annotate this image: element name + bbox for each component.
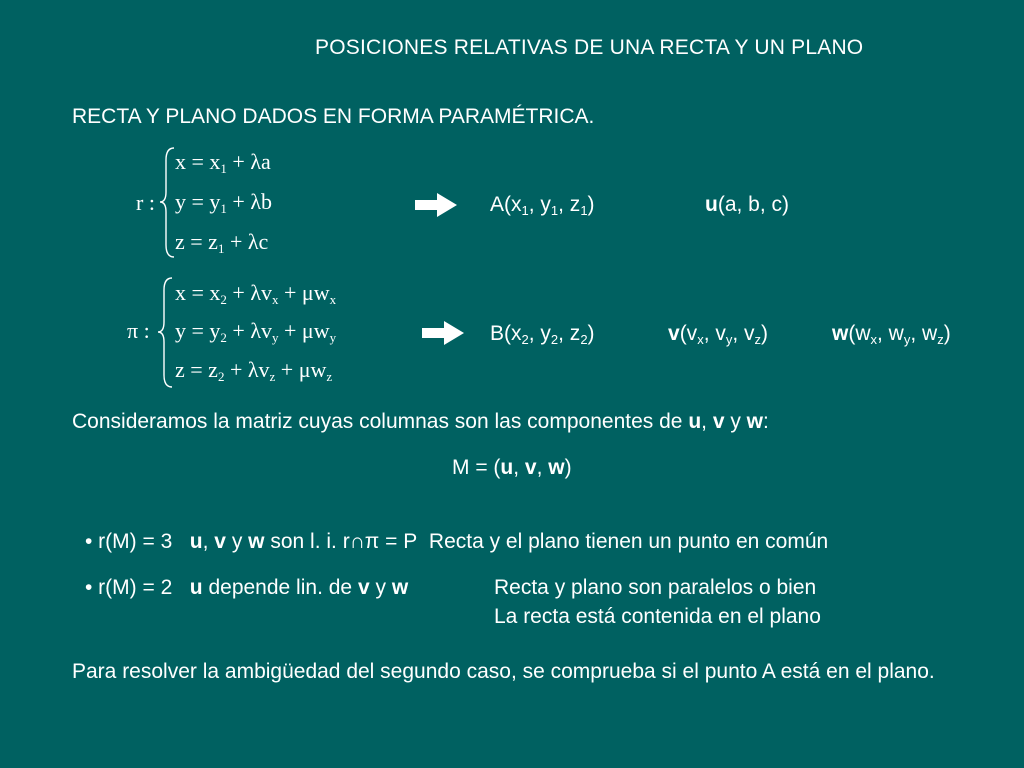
vector-u: u(a, b, c)	[705, 193, 790, 216]
case-rank-2-result: Recta y plano son paralelos o bien	[494, 576, 817, 599]
line-eq-y: $y = y_1 + \lambda b$	[175, 189, 272, 216]
slide-subtitle: RECTA Y PLANO DADOS EN FORMA PARAMÉTRICA.	[72, 105, 595, 128]
matrix-statement: Consideramos la matriz cuyas columnas son las componentes de u, v y w:	[72, 410, 769, 433]
matrix-formula: M = (u, v, w)	[452, 456, 572, 479]
case-rank-3: • r(M) = 3 u, v y w son l. i. r∩π = P Recta y el plano tienen un punto en común	[85, 530, 829, 553]
line-eq-x: $x = x_1 + \lambda a$	[175, 149, 271, 176]
line-eq-z: $z = z_1 + \lambda c$	[175, 229, 269, 256]
plane-eq-z: $z = z_2 + \lambda v_z + \mu w_z$	[175, 357, 333, 384]
plane-eq-x: $x = x_2 + \lambda v_x + \mu w_x$	[175, 280, 337, 307]
point-b: $B(x_2$, $y_2$, $z_2$)	[490, 322, 595, 347]
arrow-right-icon	[420, 318, 466, 348]
plane-label: π :	[127, 318, 150, 343]
vector-v: $v(v_x$, $v_y$, $v_z$)	[668, 322, 769, 347]
conclusion-paragraph: Para resolver la ambigüedad del segundo caso, se comprueba si el punto A está en el plano.	[72, 660, 935, 683]
case-rank-2-result-alt: La recta está contenida en el plano	[494, 605, 821, 628]
plane-eq-y: $y = y_2 + \lambda v_y + \mu w_y$	[175, 318, 337, 345]
point-a: $A(x_1$, $y_1$, $z_1$)	[490, 193, 595, 218]
slide-title: POSICIONES RELATIVAS DE UNA RECTA Y UN PLANO	[315, 36, 864, 59]
vector-w: $w(w_x$, $w_y$, $w_z$)	[832, 322, 951, 347]
case-rank-2: • r(M) = 2 u depende lin. de v y w	[85, 576, 409, 599]
plane-brace	[156, 275, 176, 390]
line-label: r :	[136, 190, 155, 215]
arrow-right-icon	[413, 190, 459, 220]
